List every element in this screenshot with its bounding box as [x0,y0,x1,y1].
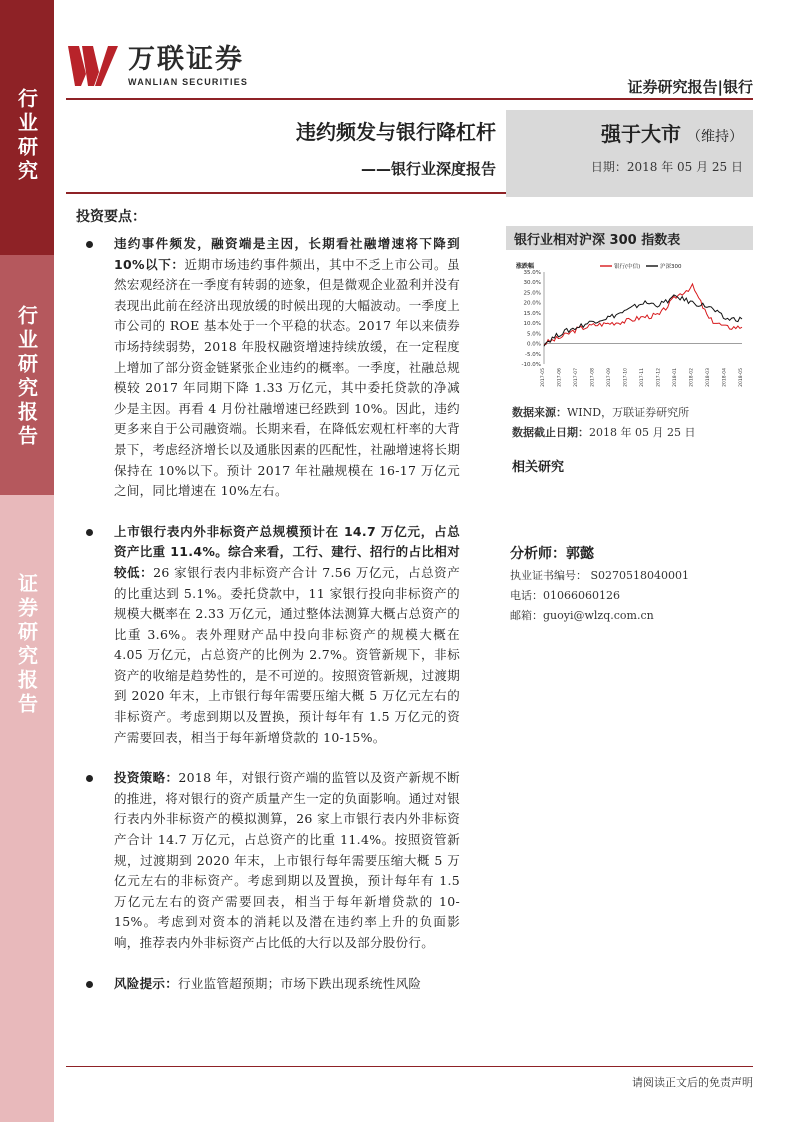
investment-point [78,522,460,749]
disclaimer-note: 请阅读正文后的免责声明 [632,1076,753,1089]
rating-note: （维持） [687,129,743,145]
sidebar-segment-industry [0,0,54,255]
analyst-cert: 执业证书编号： S0270518040001 [510,569,690,582]
report-subtitle: ——银行业深度报告 [360,160,496,178]
x-tick-label: 2017-05 [541,368,546,387]
point-lead: 上市银行表内外非标资产总规模预计在 14.7 万亿元，占总资产比重 11.4%。综合来看，工行、建行、招行的占比相对较低： [114,523,460,580]
sidebar-label: 行业研究报告 [14,305,39,449]
y-tick-label: -10.0% [521,362,541,368]
logo-english-name: WANLIAN SECURITIES [128,77,249,87]
point-lead: 违约事件频发，融资端是主因，长期看社融增速将下降到 10%以下： [114,236,460,272]
sidebar-segment-industry-report [0,255,54,495]
chart-title: 银行业相对沪深 300 指数表 [506,226,753,250]
x-tick-label: 2018-02 [689,368,695,387]
rating [506,118,743,147]
data-source [512,404,689,420]
y-tick-label: 5.0% [527,331,541,338]
left-sidebar [0,0,54,1122]
rating-box [506,110,753,197]
bullet-dot-icon [86,981,93,988]
data-source-label: 数据来源： [512,406,567,419]
chart-svg [510,256,750,394]
related-research-heading: 相关研究 [512,460,565,475]
report-type: 证券研究报告|银行 [627,78,753,96]
sidebar-label: 证券研究报告 [14,573,39,717]
y-tick-label: -5.0% [525,351,541,358]
x-tick-label: 2018-04 [722,368,728,387]
header-divider [66,98,753,100]
x-tick-label: 2017-07 [574,368,579,387]
x-tick-label: 2017-09 [607,368,612,387]
investment-point [78,974,460,995]
investment-point [78,234,460,502]
x-tick-label: 2017-10 [623,368,629,387]
point-lead: 风险提示： [114,975,179,991]
y-tick-label: 10.0% [523,321,541,328]
sidebar-label: 行业研究 [14,88,39,184]
logo-chinese-name: 万联证券 [128,44,244,75]
point-body: 26 家银行表内非标资产合计 7.56 万亿元，占总资产的比重达到 5.1%。委托贷款中，11 家银行投向非标资产的规模大概率在 2.33 万亿元，通过整体法测算大概占总资产的比重 3.6%。表外理财产品中投向非标资产的规模大概在 4.05 万亿元，占总资产的比例为 2.7%。资管新规下，非标资产的收缩是趋势性的，是不可逆的。按照资管新规，过渡期到 2020 年末，上市银行每年需要压缩大概 5 万亿元左右的非标资产。考虑到期以及置换，预计每年有 1.5 万亿元的资产需要回表，相当于每年新增贷款的 10-15%。 [114,564,460,745]
chart-background [510,256,750,394]
y-tick-label: 25.0% [523,290,541,297]
y-tick-label: 35.0% [523,270,541,276]
point-body: 2018 年，对银行资产端的监管以及资产新规不断的推进，将对银行的资产质量产生一定的负面影响。通过对银行表内外非标资产的模拟测算，26 家上市银行表内外非标资产合计 14.7 万亿元，占总资产的比重 11.4%。按照资管新规，过渡期到 2020 年末，上市银行每年需要压缩大概 5 万亿元左右的非标资产。考虑到期以及置换，预计每年有 1.5 万亿元左右的资产需要回表，相当于每年新增贷款的 10-15%。考虑到对资本的消耗以及潜在违约率上升的负面影响，推荐表内外非标资产占比低的大行以及部分股份行。 [114,770,460,950]
report-date: 日期：2018 年 05 月 25 日 [590,160,743,174]
x-tick-label: 2017-11 [640,368,645,387]
investment-points [78,234,460,1014]
bullet-dot-icon [86,241,93,248]
report-title: 违约频发与银行降杠杆 [296,120,496,144]
data-cutoff-value: 2018 年 05 月 25 日 [589,426,696,439]
data-cutoff-label: 数据截止日期： [512,426,589,439]
y-tick-label: 15.0% [523,310,541,317]
point-body: 行业监管超预期；市场下跌出现系统性风险 [178,975,422,991]
bullet-dot-icon [86,529,93,536]
data-cutoff [512,424,695,440]
footer-divider [66,1066,753,1067]
point-lead: 投资策略： [114,770,179,786]
analyst-heading: 分析师：郭懿 [510,546,594,562]
title-divider [66,192,506,194]
analyst-email[interactable]: 邮箱：guoyi@wlzq.com.cn [510,609,654,622]
company-logo [68,44,248,88]
wanlian-logo-icon [68,44,120,88]
investment-point [78,768,460,953]
legend-label: 沪深300 [660,264,682,270]
x-tick-label: 2017-06 [557,368,563,387]
x-tick-label: 2018-03 [706,368,711,387]
legend-label: 银行(中信) [614,264,641,270]
x-tick-label: 2017-12 [656,368,662,387]
y-axis-label: 涨跌幅 [516,263,535,270]
y-tick-label: 0.0% [527,341,541,348]
y-tick-label: 30.0% [523,280,541,287]
x-tick-label: 2017-08 [590,368,596,387]
point-body: 近期市场违约事件频出，其中不乏上市公司。虽然宏观经济在一季度有转弱的迹象，但是微观企业盈利并没有表现出此前在经济出现放缓的时候出现的大幅波动。一季度上市公司的 ROE 基本处于一个平稳的状态。2017 年以来债券市场持续弱势，2018 年股权融资增速持续放缓，在一定程度上增加了部分资金链紧张企业违约的概率。一季度，社融总规模较 2017 年同期下降 1.33 万亿元，其中委托贷款的净减少是主因。再看 4 月份社融增速已经跌到 10%。因此，违约更多来自于公司融资端。长期来看，在降低宏观杠杆率的大背景下，考虑经济增长以及通胀因素的匹配性，社融增速将长期保持在 10%以下。预计 2017 年社融规模在 16-17 万亿元之间，同比增速在 10%左右。 [114,256,460,499]
bullet-dot-icon [86,775,93,782]
investment-heading: 投资要点： [76,209,146,225]
sidebar-segment-securities-report [0,495,54,1122]
x-tick-label: 2018-05 [739,368,744,387]
data-source-value: WIND，万联证券研究所 [567,406,690,419]
rating-value: 强于大市 [601,122,681,146]
y-tick-label: 20.0% [523,300,541,307]
analyst-phone: 电话：01066060126 [510,589,620,602]
x-tick-label: 2018-01 [673,368,678,387]
relative-performance-chart [510,256,750,394]
